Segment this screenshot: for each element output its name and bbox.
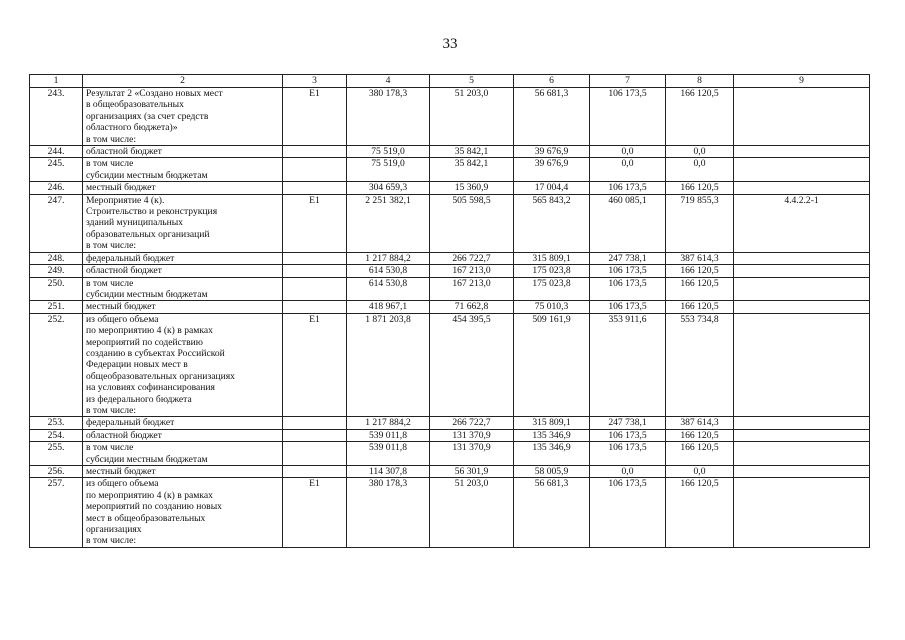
- description-line: Мероприятие 4 (к).: [86, 194, 165, 206]
- row-number: 246.: [30, 182, 83, 194]
- description-line: мероприятий по содействию: [86, 336, 203, 348]
- description-line: в том числе: [86, 442, 134, 454]
- value-col-5: 167 213,0: [430, 277, 514, 301]
- row-description: [83, 158, 283, 182]
- value-col-9: [734, 313, 870, 417]
- value-col-5: 454 395,5: [430, 313, 514, 417]
- description-line: областной бюджет: [86, 146, 162, 158]
- value-col-6: 135 346,9: [514, 429, 590, 441]
- value-col-6: 56 681,3: [514, 478, 590, 547]
- table-row: [30, 252, 870, 264]
- table-body: [30, 88, 870, 548]
- value-col-4: 1 871 203,8: [347, 313, 430, 417]
- value-col-5: 15 360,9: [430, 182, 514, 194]
- budget-table: [29, 74, 870, 548]
- column-header-8: 8: [666, 75, 734, 88]
- row-code: [283, 265, 347, 277]
- table-row: [30, 194, 870, 252]
- value-col-6: 315 809,1: [514, 252, 590, 264]
- row-description: [83, 417, 283, 429]
- row-description: [83, 252, 283, 264]
- value-col-8: 0,0: [666, 466, 734, 478]
- value-col-7: 106 173,5: [590, 301, 666, 313]
- value-col-7: 106 173,5: [590, 429, 666, 441]
- table-row: [30, 158, 870, 182]
- row-number: 249.: [30, 265, 83, 277]
- value-col-4: 380 178,3: [347, 88, 430, 146]
- row-code: [283, 466, 347, 478]
- row-code: Е1: [283, 313, 347, 417]
- value-col-5: 505 598,5: [430, 194, 514, 252]
- value-col-4: 2 251 382,1: [347, 194, 430, 252]
- row-number: 254.: [30, 429, 83, 441]
- value-col-5: 131 370,9: [430, 429, 514, 441]
- value-col-8: 166 120,5: [666, 301, 734, 313]
- row-description: [83, 182, 283, 194]
- description-line: областного бюджета)»: [86, 122, 178, 134]
- value-col-7: 247 738,1: [590, 417, 666, 429]
- value-col-7: 106 173,5: [590, 88, 666, 146]
- row-code: [283, 301, 347, 313]
- value-col-4: 614 530,8: [347, 265, 430, 277]
- value-col-6: 175 023,8: [514, 277, 590, 301]
- row-description: [83, 429, 283, 441]
- row-description: [83, 146, 283, 158]
- row-number: 247.: [30, 194, 83, 252]
- value-col-6: 135 346,9: [514, 442, 590, 466]
- value-col-7: 0,0: [590, 158, 666, 182]
- value-col-9: 4.4.2.2-1: [734, 194, 870, 252]
- value-col-5: 51 203,0: [430, 88, 514, 146]
- value-col-9: [734, 265, 870, 277]
- row-code: [283, 417, 347, 429]
- value-col-4: 539 011,8: [347, 429, 430, 441]
- value-col-8: 0,0: [666, 158, 734, 182]
- description-line: мест в общеобразовательных: [86, 512, 206, 524]
- row-description: [83, 442, 283, 466]
- row-description: [83, 194, 283, 252]
- row-code: [283, 146, 347, 158]
- description-line: в том числе:: [86, 133, 137, 145]
- value-col-9: [734, 277, 870, 301]
- row-code: Е1: [283, 194, 347, 252]
- description-line: созданию в субъектах Российской: [86, 347, 225, 359]
- value-col-4: 75 519,0: [347, 146, 430, 158]
- value-col-8: 166 120,5: [666, 478, 734, 547]
- row-number: 255.: [30, 442, 83, 466]
- description-line: организациях: [86, 524, 142, 536]
- table-row: [30, 146, 870, 158]
- value-col-7: 106 173,5: [590, 478, 666, 547]
- value-col-9: [734, 182, 870, 194]
- description-line: местный бюджет: [86, 466, 156, 477]
- table-row: [30, 429, 870, 441]
- table-row: [30, 466, 870, 478]
- table-row: [30, 301, 870, 313]
- row-description: [83, 478, 283, 547]
- description-line: субсидии местным бюджетам: [86, 288, 208, 300]
- value-col-5: 131 370,9: [430, 442, 514, 466]
- column-header-3: 3: [283, 75, 347, 88]
- value-col-8: 719 855,3: [666, 194, 734, 252]
- description-line: субсидии местным бюджетам: [86, 169, 208, 181]
- row-number: 243.: [30, 88, 83, 146]
- value-col-4: 380 178,3: [347, 478, 430, 547]
- row-number: 256.: [30, 466, 83, 478]
- value-col-9: [734, 301, 870, 313]
- value-col-8: 387 614,3: [666, 417, 734, 429]
- table-row: [30, 88, 870, 146]
- description-line: образовательных организаций: [86, 228, 210, 240]
- value-col-7: 353 911,6: [590, 313, 666, 417]
- value-col-6: 56 681,3: [514, 88, 590, 146]
- value-col-7: 0,0: [590, 466, 666, 478]
- value-col-4: 539 011,8: [347, 442, 430, 466]
- description-line: субсидии местным бюджетам: [86, 453, 208, 465]
- description-line: из федерального бюджета: [86, 393, 192, 405]
- value-col-9: [734, 442, 870, 466]
- column-header-2: 2: [83, 75, 283, 88]
- value-col-8: 553 734,8: [666, 313, 734, 417]
- value-col-4: 1 217 884,2: [347, 252, 430, 264]
- value-col-7: 106 173,5: [590, 442, 666, 466]
- description-line: Результат 2 «Создано новых мест: [86, 88, 223, 99]
- row-number: 245.: [30, 158, 83, 182]
- row-code: [283, 429, 347, 441]
- value-col-6: 39 676,9: [514, 158, 590, 182]
- row-code: [283, 442, 347, 466]
- value-col-5: 266 722,7: [430, 417, 514, 429]
- row-code: [283, 277, 347, 301]
- description-line: по мероприятию 4 (к) в рамках: [86, 489, 213, 501]
- value-col-6: 175 023,8: [514, 265, 590, 277]
- description-line: в общеобразовательных: [86, 99, 184, 111]
- value-col-8: 387 614,3: [666, 252, 734, 264]
- table-row: [30, 182, 870, 194]
- value-col-9: [734, 417, 870, 429]
- column-header-9: 9: [734, 75, 870, 88]
- description-line: областной бюджет: [86, 265, 162, 277]
- table-row: [30, 417, 870, 429]
- value-col-6: 565 843,2: [514, 194, 590, 252]
- row-description: [83, 313, 283, 417]
- row-code: Е1: [283, 88, 347, 146]
- description-line: мероприятий по созданию новых: [86, 501, 222, 513]
- value-col-6: 315 809,1: [514, 417, 590, 429]
- column-header-5: 5: [430, 75, 514, 88]
- value-col-9: [734, 146, 870, 158]
- description-line: в том числе: [86, 277, 134, 289]
- value-col-5: 71 662,8: [430, 301, 514, 313]
- value-col-8: 166 120,5: [666, 277, 734, 301]
- value-col-5: 51 203,0: [430, 478, 514, 547]
- value-col-5: 35 842,1: [430, 158, 514, 182]
- table-row: [30, 478, 870, 547]
- description-line: в том числе:: [86, 535, 137, 547]
- page-number: 33: [442, 36, 458, 52]
- value-col-9: [734, 466, 870, 478]
- description-line: общеобразовательных организациях: [86, 370, 235, 382]
- value-col-7: 0,0: [590, 146, 666, 158]
- value-col-4: 418 967,1: [347, 301, 430, 313]
- row-description: [83, 265, 283, 277]
- value-col-8: 166 120,5: [666, 265, 734, 277]
- column-header-1: 1: [30, 75, 83, 88]
- value-col-6: 75 010,3: [514, 301, 590, 313]
- header-row: [30, 75, 870, 88]
- value-col-8: 166 120,5: [666, 182, 734, 194]
- value-col-5: 35 842,1: [430, 146, 514, 158]
- description-line: федеральный бюджет: [86, 252, 175, 264]
- row-number: 257.: [30, 478, 83, 547]
- value-col-5: 56 301,9: [430, 466, 514, 478]
- value-col-7: 247 738,1: [590, 252, 666, 264]
- row-code: Е1: [283, 478, 347, 547]
- description-line: в том числе:: [86, 240, 137, 252]
- column-header-4: 4: [347, 75, 430, 88]
- value-col-7: 106 173,5: [590, 277, 666, 301]
- row-code: [283, 182, 347, 194]
- table-row: [30, 313, 870, 417]
- description-line: в том числе: [86, 158, 134, 170]
- description-line: из общего объема: [86, 313, 159, 325]
- description-line: из общего объема: [86, 478, 159, 490]
- description-line: Федерации новых мест в: [86, 359, 188, 371]
- value-col-5: 167 213,0: [430, 265, 514, 277]
- row-description: [83, 88, 283, 146]
- value-col-6: 58 005,9: [514, 466, 590, 478]
- value-col-6: 509 161,9: [514, 313, 590, 417]
- value-col-9: [734, 429, 870, 441]
- value-col-9: [734, 252, 870, 264]
- description-line: на условиях софинансирования: [86, 382, 215, 394]
- value-col-9: [734, 158, 870, 182]
- value-col-6: 39 676,9: [514, 146, 590, 158]
- row-number: 248.: [30, 252, 83, 264]
- value-col-7: 106 173,5: [590, 182, 666, 194]
- value-col-9: [734, 478, 870, 547]
- description-line: организациях (за счет средств: [86, 110, 209, 122]
- value-col-8: 166 120,5: [666, 442, 734, 466]
- column-header-6: 6: [514, 75, 590, 88]
- row-code: [283, 158, 347, 182]
- row-description: [83, 466, 283, 478]
- value-col-8: 166 120,5: [666, 88, 734, 146]
- row-description: [83, 277, 283, 301]
- row-number: 253.: [30, 417, 83, 429]
- row-number: 250.: [30, 277, 83, 301]
- description-line: местный бюджет: [86, 182, 156, 194]
- value-col-7: 460 085,1: [590, 194, 666, 252]
- description-line: федеральный бюджет: [86, 417, 175, 429]
- column-header-7: 7: [590, 75, 666, 88]
- value-col-8: 0,0: [666, 146, 734, 158]
- description-line: по мероприятию 4 (к) в рамках: [86, 325, 213, 337]
- value-col-6: 17 004,4: [514, 182, 590, 194]
- row-number: 252.: [30, 313, 83, 417]
- description-line: местный бюджет: [86, 301, 156, 313]
- value-col-4: 75 519,0: [347, 158, 430, 182]
- table-row: [30, 442, 870, 466]
- table-row: [30, 277, 870, 301]
- description-line: в том числе:: [86, 404, 137, 416]
- value-col-4: 114 307,8: [347, 466, 430, 478]
- value-col-4: 1 217 884,2: [347, 417, 430, 429]
- value-col-9: [734, 88, 870, 146]
- value-col-7: 106 173,5: [590, 265, 666, 277]
- row-code: [283, 252, 347, 264]
- row-description: [83, 301, 283, 313]
- description-line: Строительство и реконструкция: [86, 206, 218, 218]
- value-col-5: 266 722,7: [430, 252, 514, 264]
- description-line: областной бюджет: [86, 429, 162, 441]
- value-col-4: 614 530,8: [347, 277, 430, 301]
- table-row: [30, 265, 870, 277]
- description-line: зданий муниципальных: [86, 217, 183, 229]
- value-col-4: 304 659,3: [347, 182, 430, 194]
- row-number: 251.: [30, 301, 83, 313]
- row-number: 244.: [30, 146, 83, 158]
- value-col-8: 166 120,5: [666, 429, 734, 441]
